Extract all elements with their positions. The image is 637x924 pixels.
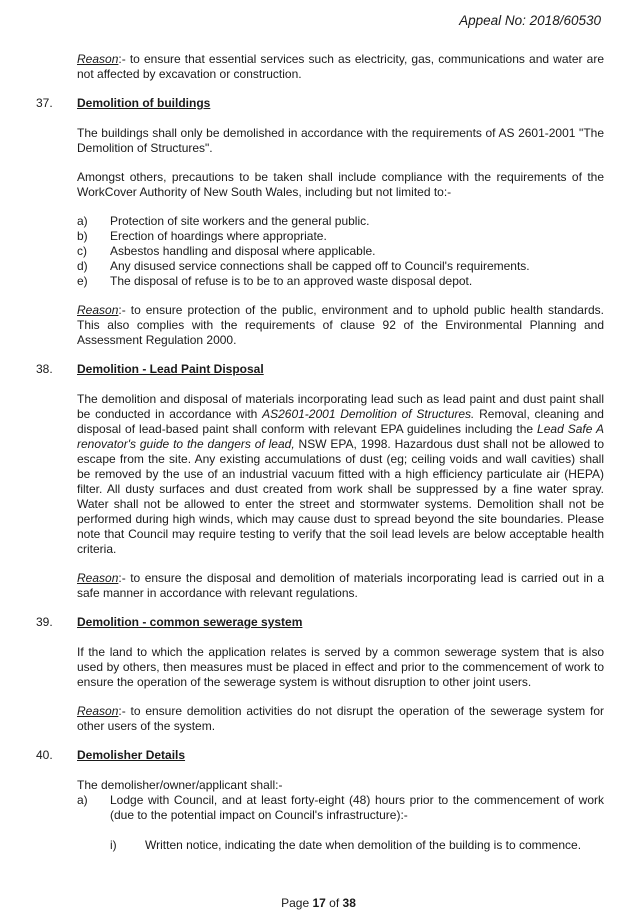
appeal-number: Appeal No: 2018/60530 bbox=[459, 13, 601, 28]
page-number bbox=[0, 896, 637, 911]
guide-reference: Lead Safe A renovator's guide to the dangers of lead, bbox=[77, 422, 604, 451]
list-marker: e) bbox=[77, 274, 88, 288]
intro-reason bbox=[77, 52, 604, 82]
total-pages: 38 bbox=[342, 896, 356, 910]
sub-list-item bbox=[110, 838, 604, 853]
reason-label: Reason bbox=[77, 52, 119, 66]
current-page: 17 bbox=[312, 896, 326, 910]
list-marker: i) bbox=[110, 838, 117, 852]
reason-label: Reason bbox=[77, 303, 119, 317]
list-marker: d) bbox=[77, 259, 88, 273]
reason-text: :- to ensure the disposal and demolition of materials incorporating lead is carried out in a safe manner in accordance with relevant regulations. bbox=[77, 571, 604, 600]
list-item bbox=[77, 244, 604, 259]
standard-reference: AS2601-2001 Demolition of Structures. bbox=[262, 407, 475, 421]
list-text: Written notice, indicating the date when demolition of the building is to commence. bbox=[145, 838, 582, 852]
section-number: 37. bbox=[36, 96, 53, 110]
list-text: Protection of site workers and the general public. bbox=[110, 214, 370, 228]
section-title: Demolisher Details bbox=[77, 748, 186, 762]
section-40-paragraph: The demolisher/owner/applicant shall:- bbox=[77, 778, 283, 792]
section-37-paragraph-1: The buildings shall only be demolished in accordance with the requirements of AS 2601-2001 "The Demolition of Structures". bbox=[77, 126, 604, 155]
document-body bbox=[36, 52, 604, 867]
section-37-paragraph-2: Amongst others, precautions to be taken shall include compliance with the requirements of the WorkCover Authority of New South Wales, including but not limited to:- bbox=[77, 170, 604, 199]
section-number: 39. bbox=[36, 615, 53, 629]
section-37-heading bbox=[36, 96, 604, 111]
list-item bbox=[77, 259, 604, 274]
list-text: Erection of hoardings where appropriate. bbox=[110, 229, 327, 243]
demolisher-list bbox=[77, 793, 604, 853]
list-marker: c) bbox=[77, 244, 87, 258]
list-text: Lodge with Council, and at least forty-eight (48) hours prior to the commencement of work (due to the potential impact on Council's infrastructure):- bbox=[110, 793, 604, 822]
list-item bbox=[77, 214, 604, 229]
text-run: Removal, cleaning and disposal of lead-based paint shall conform with relevant EPA guidelines including the bbox=[77, 407, 604, 436]
text-run: The demolition and disposal of materials incorporating lead such as lead paint and dust paint shall be conducted in accordance with bbox=[77, 392, 604, 421]
section-number: 38. bbox=[36, 362, 53, 376]
section-38-reason bbox=[77, 571, 604, 601]
section-40-heading bbox=[36, 748, 604, 763]
section-38-heading bbox=[36, 362, 604, 377]
section-39-reason bbox=[77, 704, 604, 734]
list-marker: a) bbox=[77, 793, 88, 807]
page-of: of bbox=[325, 896, 343, 910]
reason-label: Reason bbox=[77, 571, 119, 585]
section-title: Demolition of buildings bbox=[77, 96, 211, 110]
section-39-heading bbox=[36, 615, 604, 630]
list-item bbox=[77, 274, 604, 289]
precautions-list bbox=[77, 214, 604, 289]
list-text: Any disused service connections shall be capped off to Council's requirements. bbox=[110, 259, 530, 273]
list-marker: b) bbox=[77, 229, 88, 243]
reason-text: :- to ensure demolition activities do not disrupt the operation of the sewerage system for other users of the system. bbox=[77, 704, 604, 733]
reason-label: Reason bbox=[77, 704, 119, 718]
reason-text: :- to ensure that essential services such as electricity, gas, communications and water are not affected by excavation or construction. bbox=[77, 52, 604, 81]
list-marker: a) bbox=[77, 214, 88, 228]
section-37-reason bbox=[77, 303, 604, 348]
section-title: Demolition - common sewerage system bbox=[77, 615, 303, 629]
reason-text: :- to ensure protection of the public, environment and to uphold public health standards. This also complies with the requirements of clause 92 of the Environmental Planning and Assessment Regulation 2000. bbox=[77, 303, 604, 347]
list-item bbox=[77, 229, 604, 244]
list-text: Asbestos handling and disposal where applicable. bbox=[110, 244, 376, 258]
list-text: The disposal of refuse is to be to an approved waste disposal depot. bbox=[110, 274, 473, 288]
section-38-paragraph bbox=[77, 392, 604, 557]
page-prefix: Page bbox=[281, 896, 313, 910]
section-39-paragraph: If the land to which the application relates is served by a common sewerage system that is also used by others, then measures must be placed in effect and prior to the commencement of work to ensure the operation of the sewerage system is without disruption to other joint users. bbox=[77, 645, 604, 689]
list-item bbox=[77, 793, 604, 823]
section-title: Demolition - Lead Paint Disposal bbox=[77, 362, 264, 376]
text-run: NSW EPA, 1998. Hazardous dust shall not be allowed to escape from the site. Any existing accumulations of dust (eg; ceiling voids and wall cavities) shall be removed by the use of an industrial vacuum fitted with a high efficiency particulate air (HEPA) filter. All dusty surfaces and dust created from work shall be suppressed by a fine water spray. Water shall not be allowed to enter the street and stormwater systems. Demolition shall not be performed during high winds, which may cause dust to spread beyond the site boundaries. Please note that Council may require testing to verify that the soil lead levels are below acceptable health criteria. bbox=[77, 437, 604, 556]
section-number: 40. bbox=[36, 748, 53, 762]
